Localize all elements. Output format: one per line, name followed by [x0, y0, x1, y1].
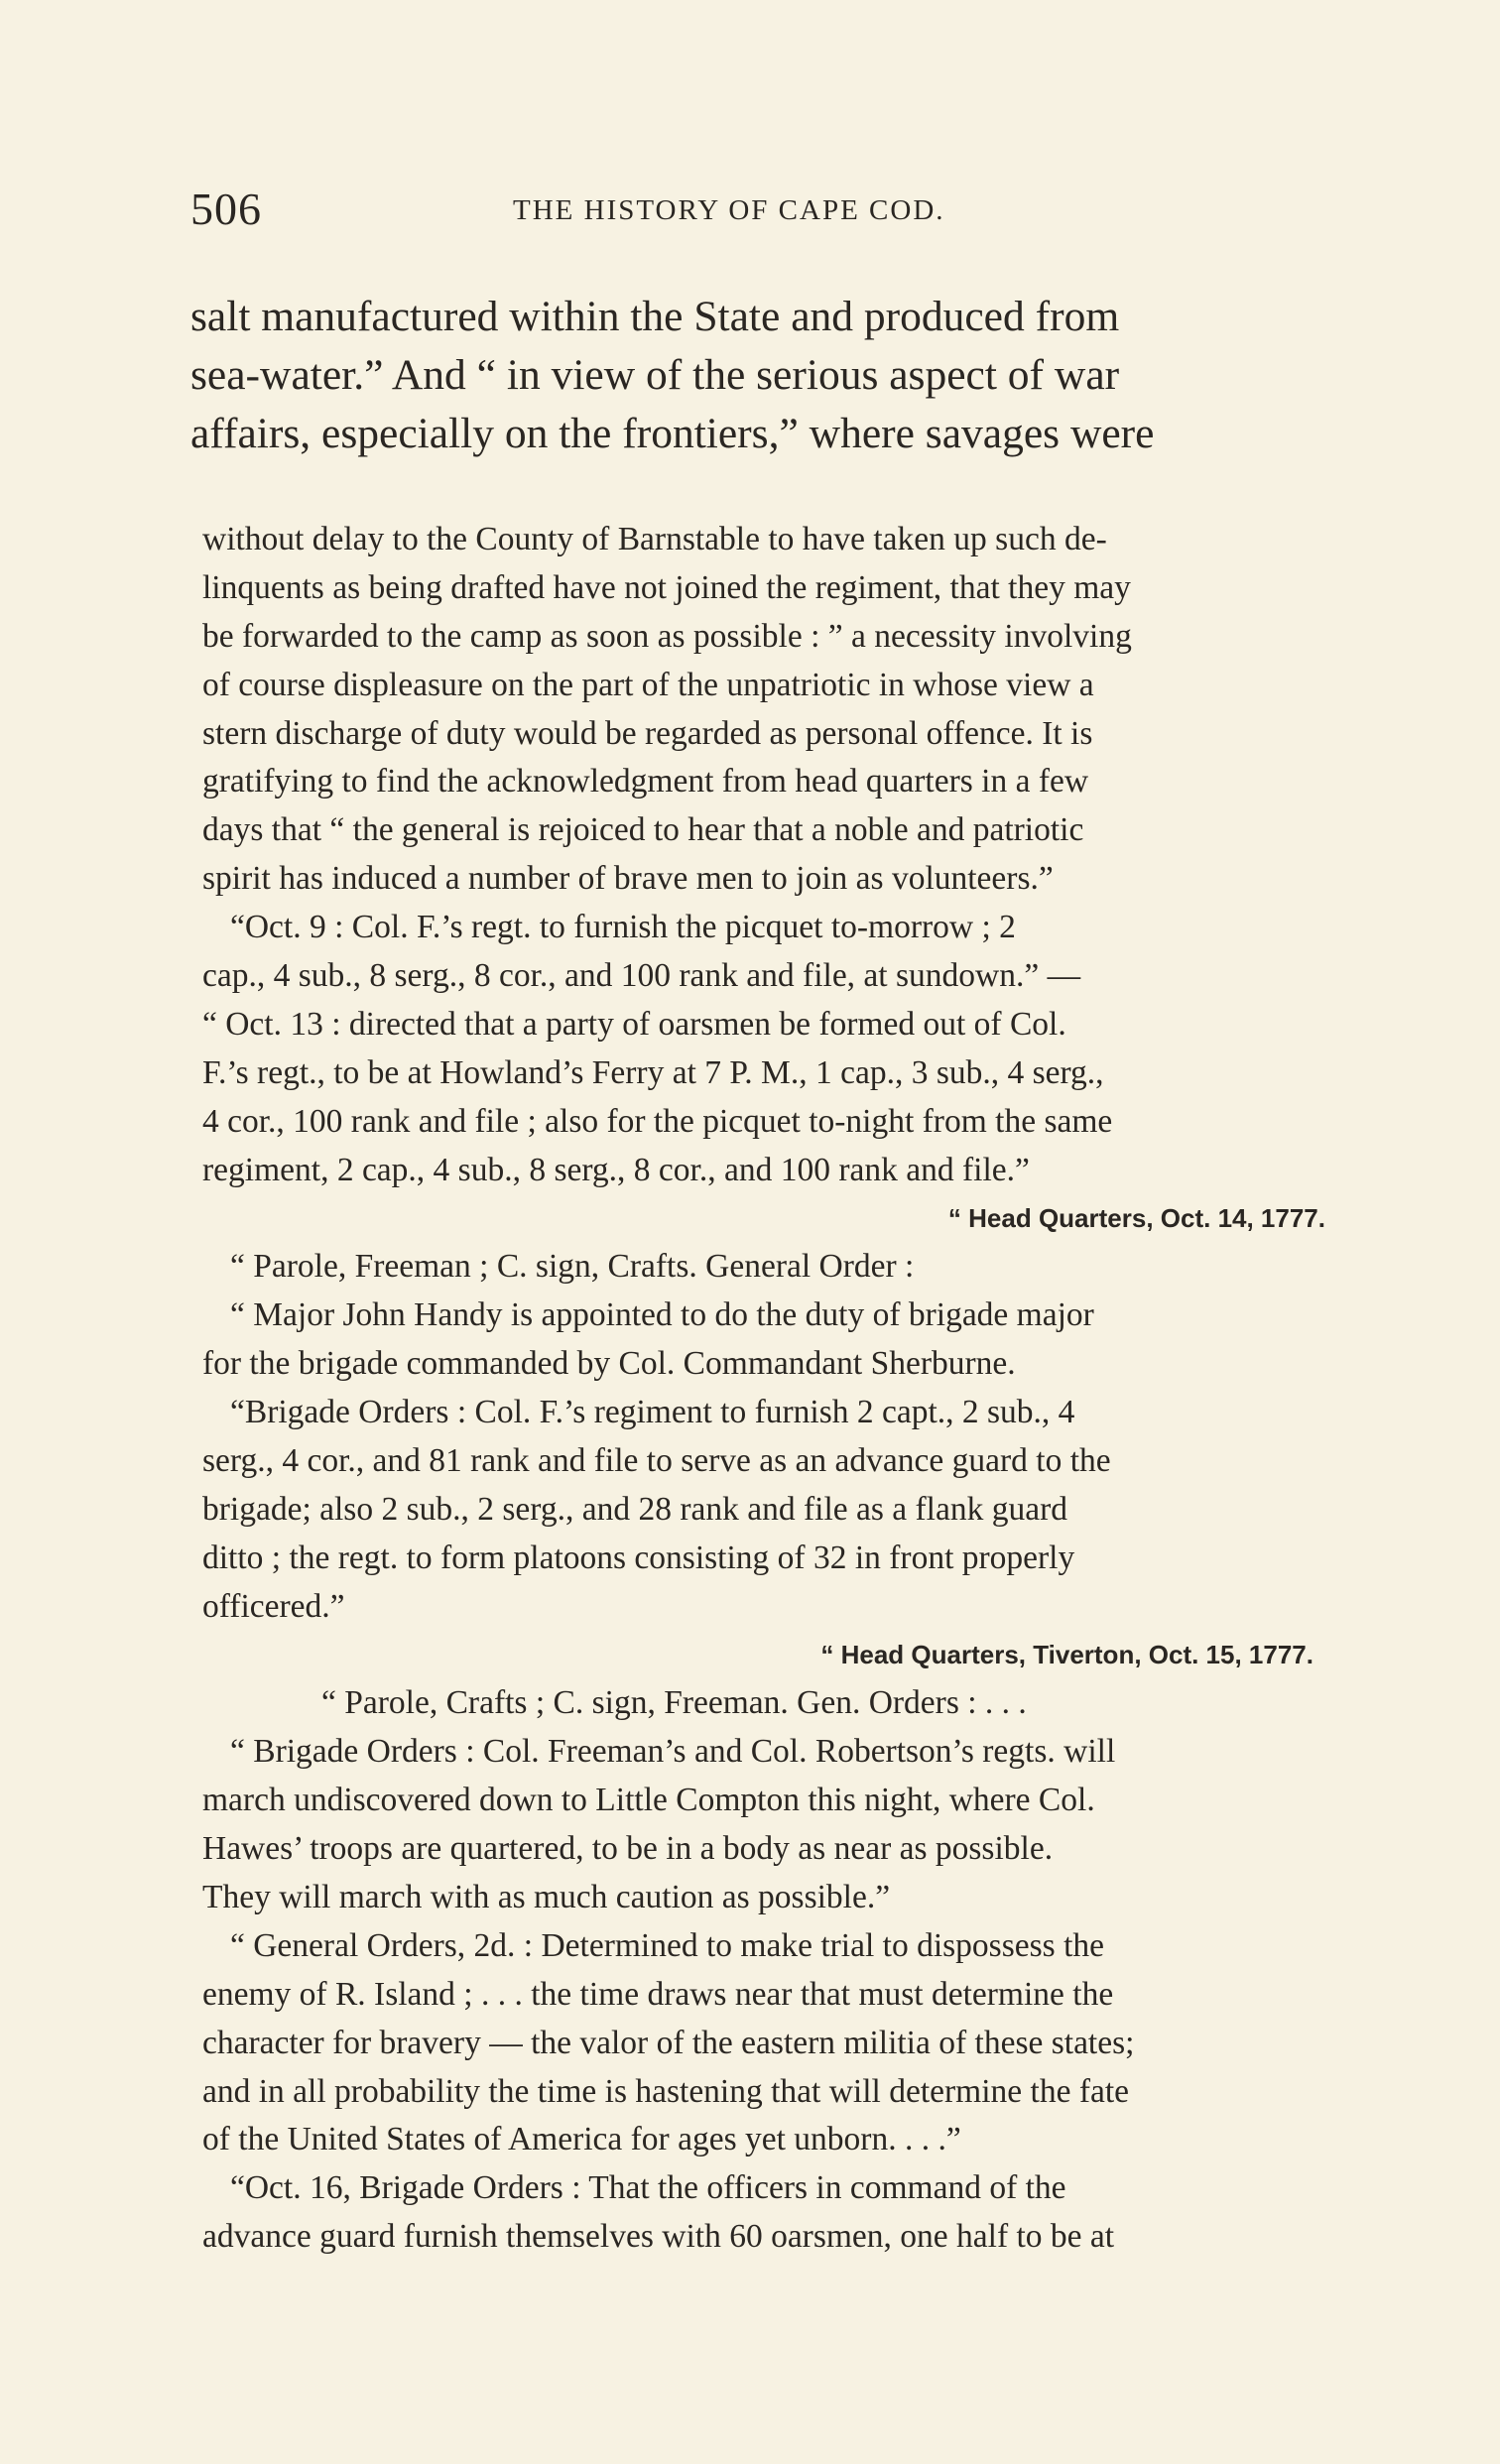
quoted-text-line: be forwarded to the camp as soon as possible : ” a necessity involving	[202, 617, 1132, 655]
quoted-text-line: days that “ the general is rejoiced to hear that a noble and patriotic	[202, 811, 1084, 849]
quoted-text-line: stern discharge of duty would be regarded as personal offence. It is	[202, 714, 1093, 752]
dateline: “ Head Quarters, Oct. 14, 1777.	[947, 1203, 1325, 1234]
quoted-text-line: spirit has induced a number of brave men to join as volunteers.”	[202, 860, 1054, 898]
page-number: 506	[190, 184, 262, 234]
quoted-text-line: of course displeasure on the part of the unpatriotic in whose view a	[202, 666, 1094, 703]
quoted-text-line: “ General Orders, 2d. : Determined to make trial to dispossess the	[230, 1926, 1104, 1964]
main-text-line: affairs, especially on the frontiers,” where savages were	[190, 410, 1155, 457]
quoted-text-block	[202, 516, 1353, 2262]
quoted-text-line: without delay to the County of Barnstable to have taken up such de-	[202, 521, 1107, 557]
quoted-text-line: “ Major John Handy is appointed to do the duty of brigade major	[230, 1296, 1094, 1334]
quoted-text-line: “Oct. 9 : Col. F.’s regt. to furnish the picquet to-morrow ; 2	[230, 909, 1016, 946]
quoted-text-line: cap., 4 sub., 8 serg., 8 cor., and 100 rank and file, at sundown.” —	[202, 957, 1081, 995]
quoted-text-line: They will march with as much caution as possible.”	[202, 1878, 891, 1915]
quoted-text-line: “ Parole, Freeman ; C. sign, Crafts. General Order :	[230, 1248, 915, 1286]
quoted-text-line: Hawes’ troops are quartered, to be in a body as near as possible.	[202, 1830, 1054, 1868]
quoted-text-line: serg., 4 cor., and 81 rank and file to serve as an advance guard to the	[202, 1441, 1111, 1479]
quoted-text-line: advance guard furnish themselves with 60 oarsmen, one half to be at	[202, 2218, 1115, 2256]
quoted-text-line: character for bravery — the valor of the eastern militia of these states;	[202, 2024, 1135, 2061]
quoted-text-line: officered.”	[202, 1587, 345, 1625]
quoted-text-line: gratifying to find the acknowledgment from head quarters in a few	[202, 763, 1089, 801]
quoted-text-line: “ Oct. 13 : directed that a party of oarsmen be formed out of Col.	[202, 1005, 1066, 1043]
quoted-text-line: 4 cor., 100 rank and file ; also for the picquet to-night from the same	[202, 1102, 1113, 1140]
main-text-line: salt manufactured within the State and produced from	[190, 293, 1120, 340]
quoted-text-line: “ Parole, Crafts ; C. sign, Freeman. Gen. Orders : . . .	[321, 1684, 1027, 1722]
main-text-block	[190, 288, 1351, 463]
quoted-text-line: linquents as being drafted have not joined the regiment, that they may	[202, 568, 1131, 606]
quoted-text-line: for the brigade commanded by Col. Commandant Sherburne.	[202, 1345, 1016, 1383]
quoted-text-line: ditto ; the regt. to form platoons consisting of 32 in front properly	[202, 1539, 1075, 1576]
page-header	[190, 183, 1351, 242]
quoted-text-line: F.’s regt., to be at Howland’s Ferry at 7 P. M., 1 cap., 3 sub., 4 serg.,	[202, 1053, 1104, 1091]
quoted-text-line: enemy of R. Island ; . . . the time draws near that must determine the	[202, 1975, 1114, 2013]
quoted-text-line: and in all probability the time is hastening that will determine the fate	[202, 2072, 1130, 2110]
main-text-line: sea-water.” And “ in view of the serious aspect of war	[190, 351, 1120, 399]
quoted-text-line: “ Brigade Orders : Col. Freeman’s and Col. Robertson’s regts. will	[230, 1733, 1116, 1771]
quoted-text-line: of the United States of America for ages yet unborn. . . .”	[202, 2121, 961, 2158]
quoted-text-line: regiment, 2 cap., 4 sub., 8 serg., 8 cor., and 100 rank and file.”	[202, 1151, 1030, 1188]
quoted-text-line: brigade; also 2 sub., 2 serg., and 28 rank and file as a flank guard	[202, 1490, 1067, 1528]
running-head: THE HISTORY OF CAPE COD.	[513, 194, 945, 226]
quoted-text-line: “Oct. 16, Brigade Orders : That the officers in command of the	[230, 2169, 1066, 2207]
quoted-text-line: march undiscovered down to Little Compton this night, where Col.	[202, 1782, 1095, 1819]
quoted-text-line: “Brigade Orders : Col. F.’s regiment to furnish 2 capt., 2 sub., 4	[230, 1394, 1075, 1431]
dateline: “ Head Quarters, Tiverton, Oct. 15, 1777.	[820, 1640, 1313, 1670]
